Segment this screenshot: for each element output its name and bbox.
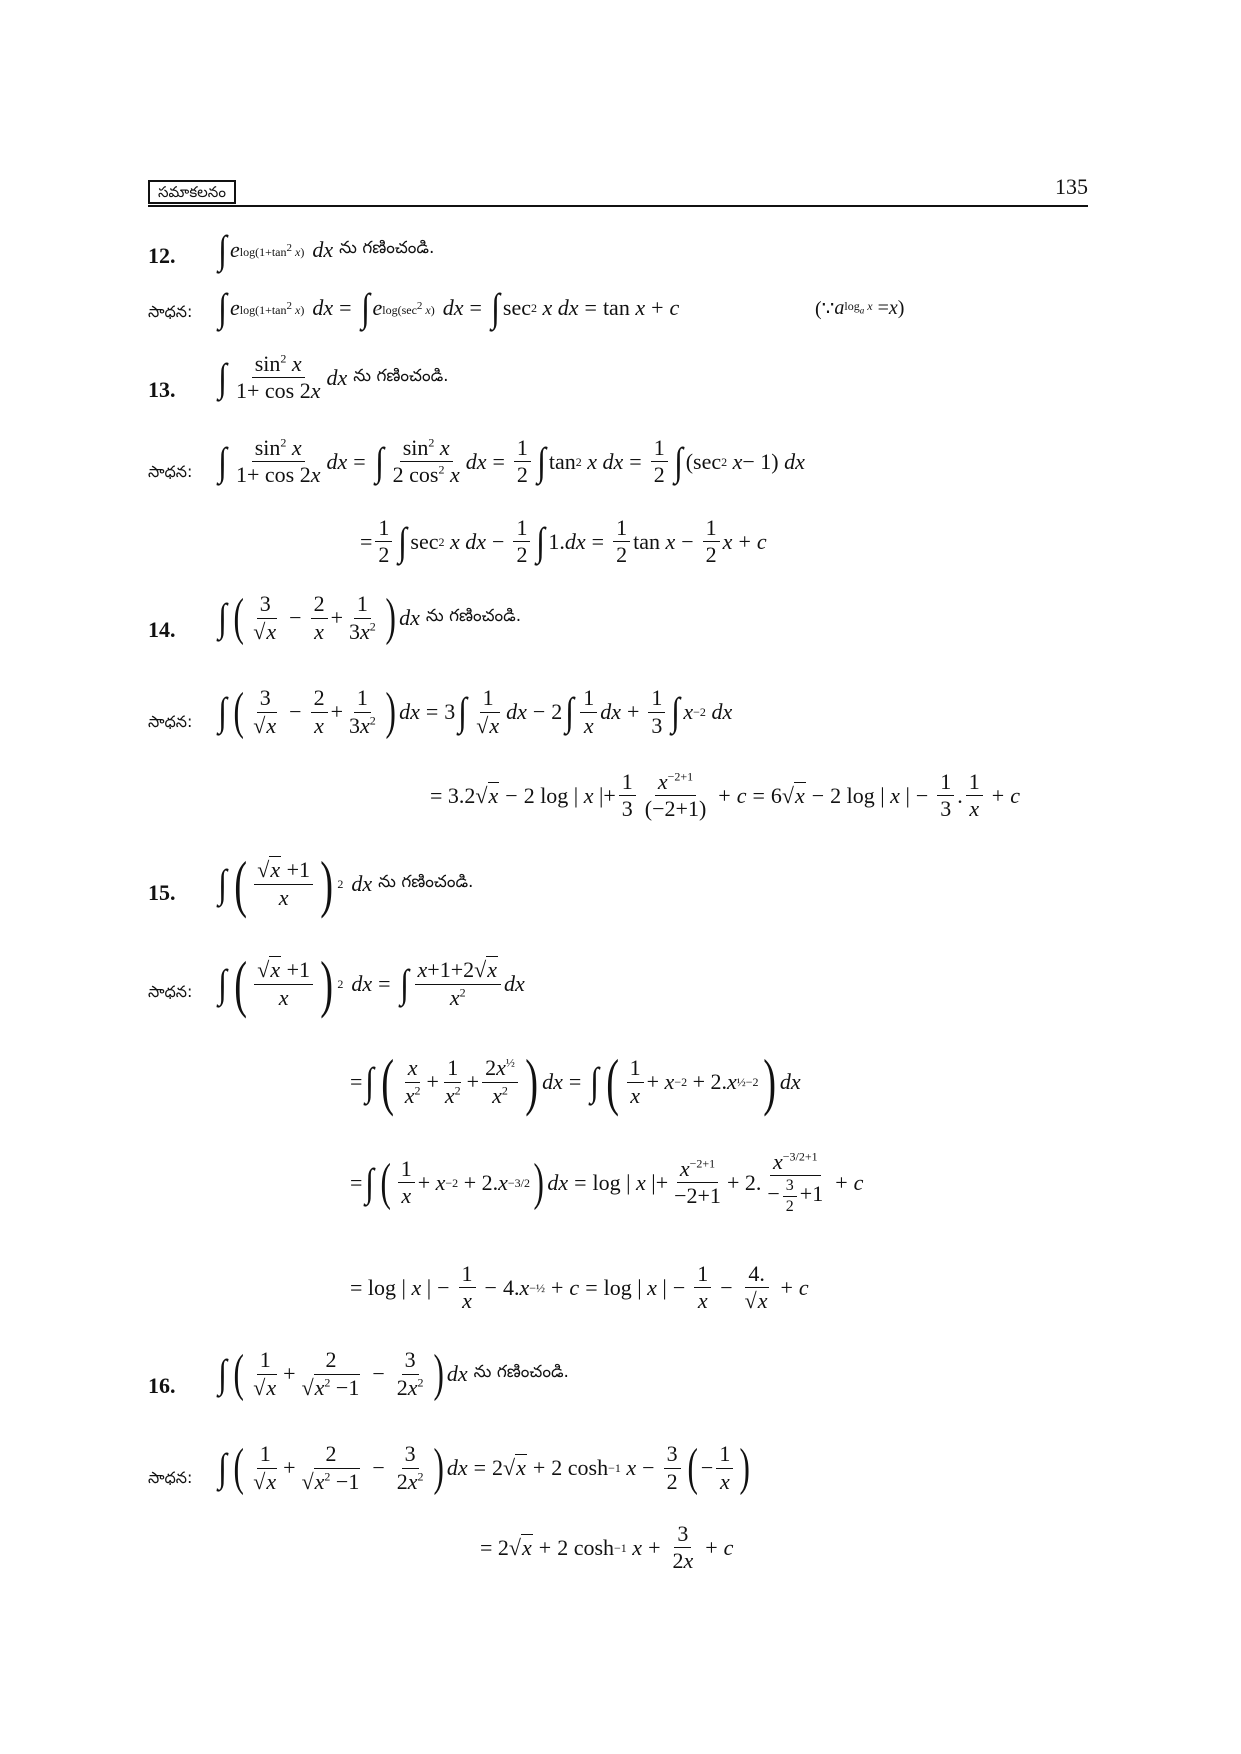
evaluate-text: ను గణించండి.: [425, 606, 522, 626]
solution-label: సాధన:: [148, 302, 193, 321]
solution-16-line-2: = 2 √x + 2 cosh −1 x + $\frac{3}{2x}$ + c: [480, 1521, 734, 1574]
problem-14-statement: ∫ ( $\frac{3}{√x}$ − $\frac{2}{x}$ + $\frac{1}{3x^2}$ ) dx ను గణించండి.: [218, 589, 522, 646]
header-rule: [148, 205, 1088, 207]
problem-13-statement: ∫ $\frac{\sin^2 x}{1+ \cos 2x}$ dx ను గణించండి.: [218, 351, 449, 404]
page-number: 135: [1055, 174, 1088, 199]
solution-13-line-1: ∫ $\frac{\sin^2 x}{1+ \cos 2x}$ dx = ∫ $\frac{\sin^2 x}{2 \cos^2 x}$ dx = $\frac{1}{2}$ ∫ tan 2 x dx = $\frac{1}{2}$ ∫ (sec 2 x − 1) dx: [218, 435, 805, 488]
page-header: [148, 174, 1088, 206]
solution-13-line-2: = $\frac{1}{2}$ ∫ sec 2 x dx − $\frac{1}{2}$ ∫ 1. dx = $\frac{1}{2}$ tan x − $\frac{1}{2}$ x + c: [360, 515, 767, 568]
solution-14-line-1: ∫ ( $\frac{3}{√x}$ − $\frac{2}{x}$ + $\frac{1}{3x^2}$ ) dx = 3 ∫ $\frac{1}{√x}$ dx − 2 ∫ $\frac{1}{x}$ dx + $\frac{1}{3}$ ∫ x −2 dx: [218, 683, 733, 740]
problem-number: 14.: [148, 617, 176, 642]
solution-12-note: (∵ a $\log_a x$ = x ): [815, 297, 905, 320]
evaluate-text: ను గణించండి.: [339, 238, 435, 258]
solution-16-line-1: ∫ ( $\frac{1}{√x}$ + $\frac{2}{√x^2 -1}$ − $\frac{3}{2x^2}$ ) dx = 2 √x + 2 cosh −1 x − $\frac{3}{2}$ ( − $\frac{1}{x}$ ): [218, 1439, 751, 1496]
evaluate-text: ను గణించండి.: [353, 365, 449, 386]
evaluate-text: ను గణించండి.: [473, 1362, 569, 1382]
problem-12-statement: ∫ e $\log(1+\tan^2$ x) dx ను గణించండి.: [218, 227, 435, 272]
problem-number: 12.: [148, 243, 176, 268]
problem-15-statement: ∫ ( $\frac{√x +1}{x}$ ) 2 dx ను గణించండి.: [218, 848, 474, 919]
solution-12: ∫ e $\log(1+\tan^2$ x) dx = ∫ e $\log(\sec^2$ x) dx = ∫ sec 2 x dx = tan x + c: [218, 285, 680, 330]
solution-label: సాధన:: [148, 1468, 193, 1487]
problem-number: 15.: [148, 880, 176, 905]
solution-15-line-1: ∫ ( $\frac{√x +1}{x}$ ) 2 dx = ∫ $\frac{x+1+2√x}{x^2}$ dx: [218, 948, 525, 1019]
chapter-title: సమాకలనం: [148, 180, 236, 204]
solution-label: సాధన:: [148, 982, 193, 1001]
solution-15-line-4: = log | x | − $\frac{1}{x}$ − 4. x −½ + c = log | x | − $\frac{1}{x}$ − $\frac{4.}{√x}$ + c: [350, 1261, 809, 1314]
solution-label: సాధన:: [148, 712, 193, 731]
solution-15-line-3: = ∫ ( $\frac{1}{x}$ + x −2 + 2. x −3/2 ) dx = log | x |+ $\frac{x^{-2+1}}{-2+1}$ + 2. $x^{-3/2+1}$ − $\frac{3}{2}$ +1 + c: [350, 1149, 864, 1215]
solution-14-line-2: = 3.2 √x − 2 log | x |+ $\frac{1}{3}$ $\frac{x^{-2+1}}{(-2+1)}$ + c = 6 √x − 2 log | x | − $\frac{1}{3}$ . $\frac{1}{x}$ + c: [430, 769, 1020, 822]
solution-label: సాధన:: [148, 462, 193, 481]
problem-16-statement: ∫ ( $\frac{1}{√x}$ + $\frac{2}{√x^2 -1}$ − $\frac{3}{2x^2}$ ) dx ను గణించండి.: [218, 1345, 569, 1402]
problem-number: 13.: [148, 377, 176, 402]
solution-15-line-2: = ∫ ( $\frac{x}{x^2}$ + $\frac{1}{x^2}$ + $\frac{2x^{\frac{1}{2}}}{x^2}$ ) dx = ∫ ( $\frac{1}{x}$ + x −2 + 2. x ½−2 ) dx: [350, 1046, 801, 1117]
problem-number: 16.: [148, 1373, 176, 1398]
evaluate-text: ను గణించండి.: [378, 872, 474, 892]
